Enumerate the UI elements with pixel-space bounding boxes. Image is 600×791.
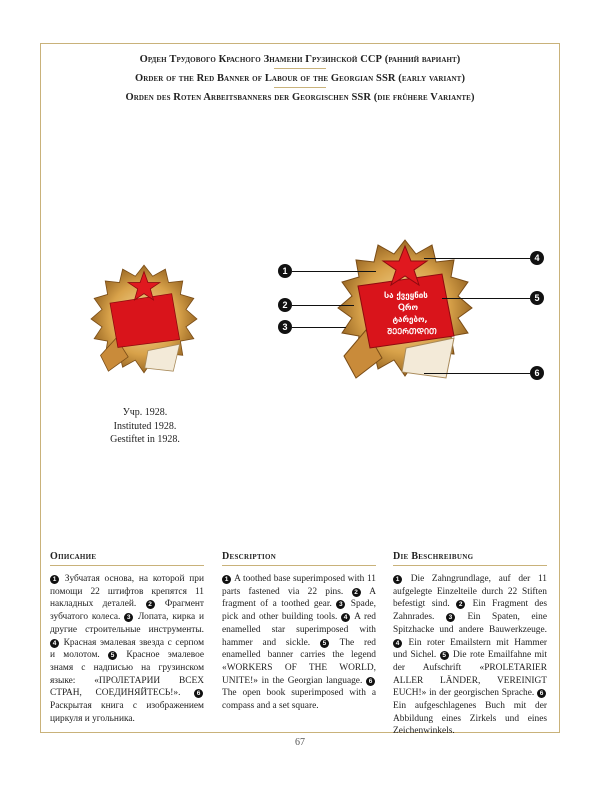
banner-text-line-3: ტარებო, — [392, 315, 428, 324]
title-english: Order of the Red Banner of Labour of the Georgian SSR (early variant) — [134, 73, 466, 84]
callout-number-4: 4 — [530, 251, 544, 265]
column-heading: Описание — [50, 551, 204, 566]
callout-line-2 — [292, 305, 354, 306]
caption-ru: Учр. 1928. — [122, 407, 168, 418]
description-item: Ein aufgeschlagenes Buch mit der Abbildung eines Zirkels und eines Zeichenwinkels. — [393, 701, 547, 737]
description-item: The open book superimposed with a compass and a set square. — [222, 688, 376, 712]
item-marker: 2 — [456, 600, 465, 609]
caption-en: Instituted 1928. — [113, 420, 177, 432]
description-item: The red enamelled banner carries the legend «WORKERS OF THE WORLD, UNITE!» in the Georgian language. — [222, 637, 376, 686]
item-marker: 2 — [352, 588, 361, 597]
description-column-german — [393, 551, 547, 738]
description-item: Die Zahngrundlage, auf der 11 aufgelegte Einzelteile durch 22 Stiften befestigt sind. — [393, 574, 547, 610]
item-marker: 5 — [320, 639, 329, 648]
callout-number-3: 3 — [278, 320, 292, 334]
description-item: Красное эмалевое знамя с надписью на грузинском языке: «ПРОЛЕТАРИИ ВСЕХ СТРАН, СОЕДИНЯЙТЕСЬ!». — [50, 650, 205, 699]
banner-text-line-4: ᲨᲔᲔᲠᲗᲓᲘᲗ — [387, 327, 437, 336]
callout-number-5: 5 — [530, 291, 544, 305]
column-heading: Die Beschreibung — [393, 551, 547, 566]
description-item: Лопата, кирка и другие строительные инструменты. — [50, 612, 204, 635]
column-body — [393, 573, 547, 738]
item-marker: 2 — [146, 600, 155, 609]
callout-line-3 — [292, 327, 346, 328]
description-item: Ein Fragment des Zahnrades. — [393, 599, 548, 623]
description-item: Ein roter Emailstern mit Hammer und Sichel. — [393, 637, 548, 661]
callout-number-6: 6 — [530, 366, 544, 380]
callout-number-2: 2 — [278, 298, 292, 312]
banner-text-line-2: Ⴓრო — [398, 303, 418, 312]
callout-line-4 — [424, 258, 530, 259]
item-marker: 3 — [124, 613, 133, 622]
page-number: 67 — [295, 737, 305, 748]
item-marker: 6 — [537, 689, 546, 698]
description-item: Зубчатая основа, на которой при помощи 22 штифтов крепятся 11 накладных деталей. — [50, 574, 204, 610]
medal-image-small — [84, 262, 204, 387]
description-column-english — [222, 551, 376, 713]
description-item: A fragment of a toothed gear. — [222, 586, 377, 610]
item-marker: 6 — [366, 677, 375, 686]
medal-image-large — [330, 236, 480, 394]
callout-line-1 — [292, 271, 376, 272]
item-marker: 1 — [393, 575, 402, 584]
item-marker: 1 — [50, 575, 59, 584]
description-column-russian — [50, 551, 204, 725]
item-marker: 6 — [194, 689, 203, 698]
banner-text-line-1: Ⴑა ქვეყნის — [384, 291, 428, 300]
item-marker: 1 — [222, 575, 231, 584]
column-body — [222, 573, 376, 713]
item-marker: 5 — [108, 651, 117, 660]
item-marker: 3 — [446, 613, 455, 622]
description-item: Раскрытая книга с изображением циркуля и угольника. — [50, 701, 204, 724]
title-separator — [274, 68, 326, 69]
description-item: Spade, pick and other building tools. — [222, 599, 377, 623]
caption-de: Gestiftet in 1928. — [110, 434, 180, 445]
callout-line-6 — [424, 373, 530, 374]
item-marker: 4 — [50, 639, 59, 648]
description-item: Die rote Emailfahne mit der Aufschrift «PROLETARIER ALLER LÄNDER, VEREINIGT EUCH!» in der georgischen Sprache. — [393, 650, 548, 699]
description-item: Ein Spaten, eine Spitzhacke und andere Bauwerkzeuge. — [393, 612, 548, 635]
item-marker: 4 — [341, 613, 350, 622]
column-heading: Description — [222, 551, 376, 566]
item-marker: 3 — [336, 600, 345, 609]
title-russian: Орден Трудового Красного Знамени Грузинской ССР (ранний вариант) — [139, 54, 461, 65]
description-item: A toothed base superimposed with 11 parts fastened via 22 pins. — [222, 574, 376, 597]
title-separator — [274, 87, 326, 88]
description-item: A red enamelled star superimposed with hammer and sickle. — [222, 612, 376, 648]
title-german: Orden des Roten Arbeitsbanners der Georgischen SSR (die frühere Variante) — [125, 92, 475, 103]
description-item: Фрагмент зубчатого колеса. — [50, 599, 205, 623]
item-marker: 5 — [440, 651, 449, 660]
callout-number-1: 1 — [278, 264, 292, 278]
column-body — [50, 573, 204, 725]
institution-caption — [95, 406, 195, 447]
callout-line-5 — [442, 298, 530, 299]
description-item: Красная эмалевая звезда с серпом и молотом. — [50, 637, 205, 661]
item-marker: 4 — [393, 639, 402, 648]
